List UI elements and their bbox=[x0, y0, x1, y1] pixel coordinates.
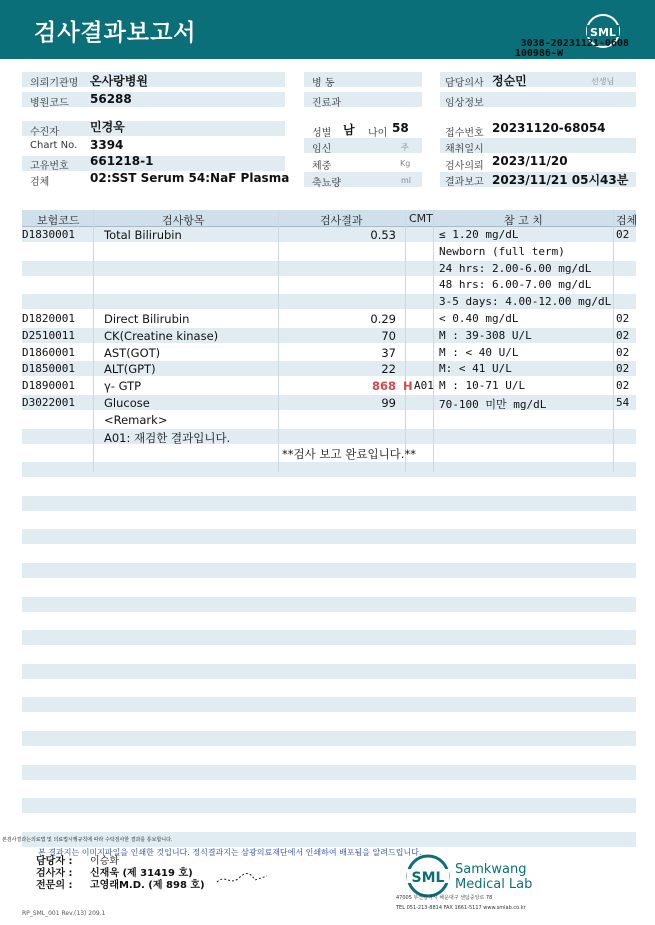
table-row-band bbox=[22, 630, 636, 645]
sml-footer-logo-icon bbox=[405, 853, 451, 899]
hospital-code-label: 병원코드 bbox=[30, 98, 69, 109]
chart-no-label: Chart No. bbox=[30, 140, 78, 151]
insurance-code: D1860001 bbox=[22, 345, 75, 359]
table-row-band bbox=[22, 765, 636, 780]
doctor-name: 정순민 bbox=[492, 74, 527, 88]
col-header-item: 검사항목 bbox=[162, 214, 205, 227]
report-complete-text: **검사 보고 완료입니다.** bbox=[282, 447, 416, 461]
chart-no: 3394 bbox=[90, 138, 124, 152]
collection-time-label: 채취일시 bbox=[445, 144, 484, 155]
hospital-code: 56288 bbox=[90, 92, 132, 106]
signature-icon bbox=[215, 868, 275, 890]
report-title: 검사결과보고서 bbox=[34, 20, 197, 46]
examiner-name: 신재욱 (제 31419 호) bbox=[90, 868, 193, 879]
specimen-code: 54 bbox=[616, 396, 630, 409]
reference-range: M : 39-308 U/L bbox=[439, 328, 532, 342]
test-item: ALT(GPT) bbox=[104, 362, 156, 377]
ward-label: 병 동 bbox=[312, 78, 335, 89]
hospital-name: 온사랑병원 bbox=[90, 74, 148, 88]
document-suffix: 100986-W bbox=[514, 48, 563, 59]
test-result: 99 bbox=[381, 396, 396, 410]
test-result: 37 bbox=[381, 345, 396, 360]
reference-range: < 0.40 mg/dL bbox=[439, 312, 519, 325]
specimen-code: 02 bbox=[616, 328, 630, 342]
department-label: 진료과 bbox=[312, 98, 341, 109]
table-row-band bbox=[22, 462, 636, 477]
table-row-band bbox=[22, 664, 636, 679]
col-header-code: 보험코드 bbox=[37, 214, 80, 227]
info-band bbox=[22, 121, 285, 136]
test-result: 22 bbox=[381, 362, 396, 377]
specimen-label: 검체 bbox=[30, 177, 50, 188]
col-divider bbox=[433, 210, 434, 472]
age-value: 58 bbox=[392, 121, 409, 135]
comment-code: A01 bbox=[414, 379, 434, 393]
table-row-band bbox=[22, 563, 636, 578]
insurance-code: D1850001 bbox=[22, 362, 75, 376]
specimen-value: 02:SST Serum 54:NaF Plasma bbox=[90, 171, 290, 185]
manager-name: 이승화 bbox=[90, 856, 119, 867]
pregnancy-label: 임신 bbox=[312, 144, 332, 155]
col-header-result: 검사결과 bbox=[320, 214, 363, 227]
pregnancy-unit: 주 bbox=[401, 143, 409, 152]
test-item: <Remark> bbox=[104, 412, 168, 427]
test-item: Glucose bbox=[104, 396, 150, 410]
col-divider bbox=[613, 210, 614, 472]
age-label: 나이 bbox=[368, 128, 388, 139]
brand-name-line1: Samkwang bbox=[455, 862, 527, 877]
form-code: RP_SML_001 Rev.(13) 209.1 bbox=[22, 910, 106, 917]
test-item: CK(Creatine kinase) bbox=[104, 328, 219, 343]
reference-range: ≤ 1.20 mg/dL bbox=[439, 228, 519, 241]
test-item: Total Bilirubin bbox=[104, 228, 182, 242]
table-row-band bbox=[22, 697, 636, 712]
urine-volume-unit: ml bbox=[401, 176, 412, 185]
patient-label: 수진자 bbox=[30, 127, 59, 138]
insurance-code: D2510011 bbox=[22, 328, 75, 342]
sex-value: 남 bbox=[343, 123, 355, 137]
specimen-code: 02 bbox=[616, 228, 630, 241]
receipt-no-label: 접수번호 bbox=[445, 128, 484, 139]
sml-footer-logo-text: SML bbox=[411, 870, 445, 886]
test-result: 0.53 bbox=[370, 228, 396, 242]
test-result: 868 bbox=[371, 379, 396, 394]
table-row-band bbox=[22, 597, 636, 612]
report-datetime: 2023/11/21 05시43분 bbox=[492, 173, 629, 187]
receipt-no: 20231120-68054 bbox=[492, 121, 606, 135]
reference-range: M: < 41 U/L bbox=[439, 362, 512, 376]
request-date: 2023/11/20 bbox=[492, 154, 568, 168]
image-copy-notice: 본 결과지는 이미지파일을 인쇄한 것입니다. 정식결과지는 삼광의료재단에서 인쇄하여 배포됨을 알려드립니다. bbox=[38, 848, 422, 857]
hospital-label: 의뢰기관명 bbox=[30, 78, 79, 89]
weight-unit: Kg bbox=[400, 159, 411, 168]
result-flag: H bbox=[403, 379, 413, 394]
unique-id: 661218-1 bbox=[90, 154, 154, 168]
specimen-code: 02 bbox=[616, 362, 630, 376]
reference-range: M : < 40 U/L bbox=[439, 345, 519, 359]
col-divider bbox=[405, 210, 406, 472]
col-header-reference: 참 고 치 bbox=[504, 214, 543, 227]
specimen-code: 02 bbox=[616, 345, 630, 359]
table-row-band bbox=[22, 529, 636, 544]
report-date-label: 결과보고 bbox=[445, 177, 484, 188]
table-row-band bbox=[22, 798, 636, 813]
test-result: 0.29 bbox=[370, 312, 396, 326]
reference-range: 70-100 미만 mg/dL bbox=[439, 398, 547, 411]
reference-range: 48 hrs: 6.00-7.00 mg/dL bbox=[439, 278, 592, 292]
patient-name: 민경욱 bbox=[90, 120, 125, 134]
reference-range: M : 10-71 U/L bbox=[439, 379, 526, 393]
col-header-cmt: CMT bbox=[409, 212, 433, 225]
request-date-label: 검사의뢰 bbox=[445, 161, 484, 172]
specimen-code: 02 bbox=[616, 379, 630, 393]
doctor-suffix: 선생님 bbox=[591, 77, 615, 86]
col-divider bbox=[93, 210, 94, 472]
specialist-label: 전문의 : bbox=[36, 880, 73, 891]
insurance-code: D1890001 bbox=[22, 379, 75, 393]
test-item: A01: 재검한 결과입니다. bbox=[104, 430, 231, 445]
examiner-label: 검사자 : bbox=[36, 868, 73, 879]
weight-label: 체중 bbox=[312, 161, 332, 172]
specialist-name: 고영래M.D. (제 898 호) bbox=[90, 880, 205, 891]
specimen-code: 02 bbox=[616, 312, 630, 325]
lab-address: 47005 부산광역시 해운대구 센텀중앙로 78 bbox=[396, 895, 493, 901]
brand-name-line2: Medical Lab bbox=[455, 877, 533, 892]
table-row-band bbox=[22, 731, 636, 746]
legal-notice-small: 본검사결과는의료법 및 의료법시행규칙에 따라 수탁검사한 결과를 통보합니다. bbox=[2, 837, 173, 843]
sml-logo-text: SML bbox=[590, 26, 616, 39]
col-divider bbox=[278, 210, 279, 472]
test-item: γ- GTP bbox=[104, 379, 142, 394]
insurance-code: D1830001 bbox=[22, 228, 75, 241]
table-row-band bbox=[22, 496, 636, 511]
reference-range: 24 hrs: 2.00-6.00 mg/dL bbox=[439, 261, 592, 275]
reference-range: 3-5 days: 4.00-12.00 mg/dL bbox=[439, 295, 612, 309]
test-item: AST(GOT) bbox=[104, 345, 161, 360]
insurance-code: D3022001 bbox=[22, 396, 75, 409]
col-header-specimen: 검체 bbox=[616, 214, 638, 227]
urine-volume-label: 축뇨량 bbox=[312, 178, 341, 189]
insurance-code: D1820001 bbox=[22, 312, 75, 325]
sex-label: 성별 bbox=[312, 128, 332, 139]
reference-range: Newborn (full term) bbox=[439, 244, 565, 258]
test-result: 70 bbox=[381, 328, 396, 343]
document-number: 3038-20231121-0608 bbox=[520, 38, 629, 49]
clinical-info-label: 임상정보 bbox=[445, 98, 484, 109]
lab-contact: TEL 051-213-8814 FAX 1661-5117 www.smlab.co.kr bbox=[396, 905, 526, 911]
unique-id-label: 고유번호 bbox=[30, 161, 69, 172]
test-item: Direct Bilirubin bbox=[104, 312, 190, 326]
doctor-label: 담당의사 bbox=[445, 78, 484, 89]
manager-label: 담당자 : bbox=[36, 856, 73, 867]
